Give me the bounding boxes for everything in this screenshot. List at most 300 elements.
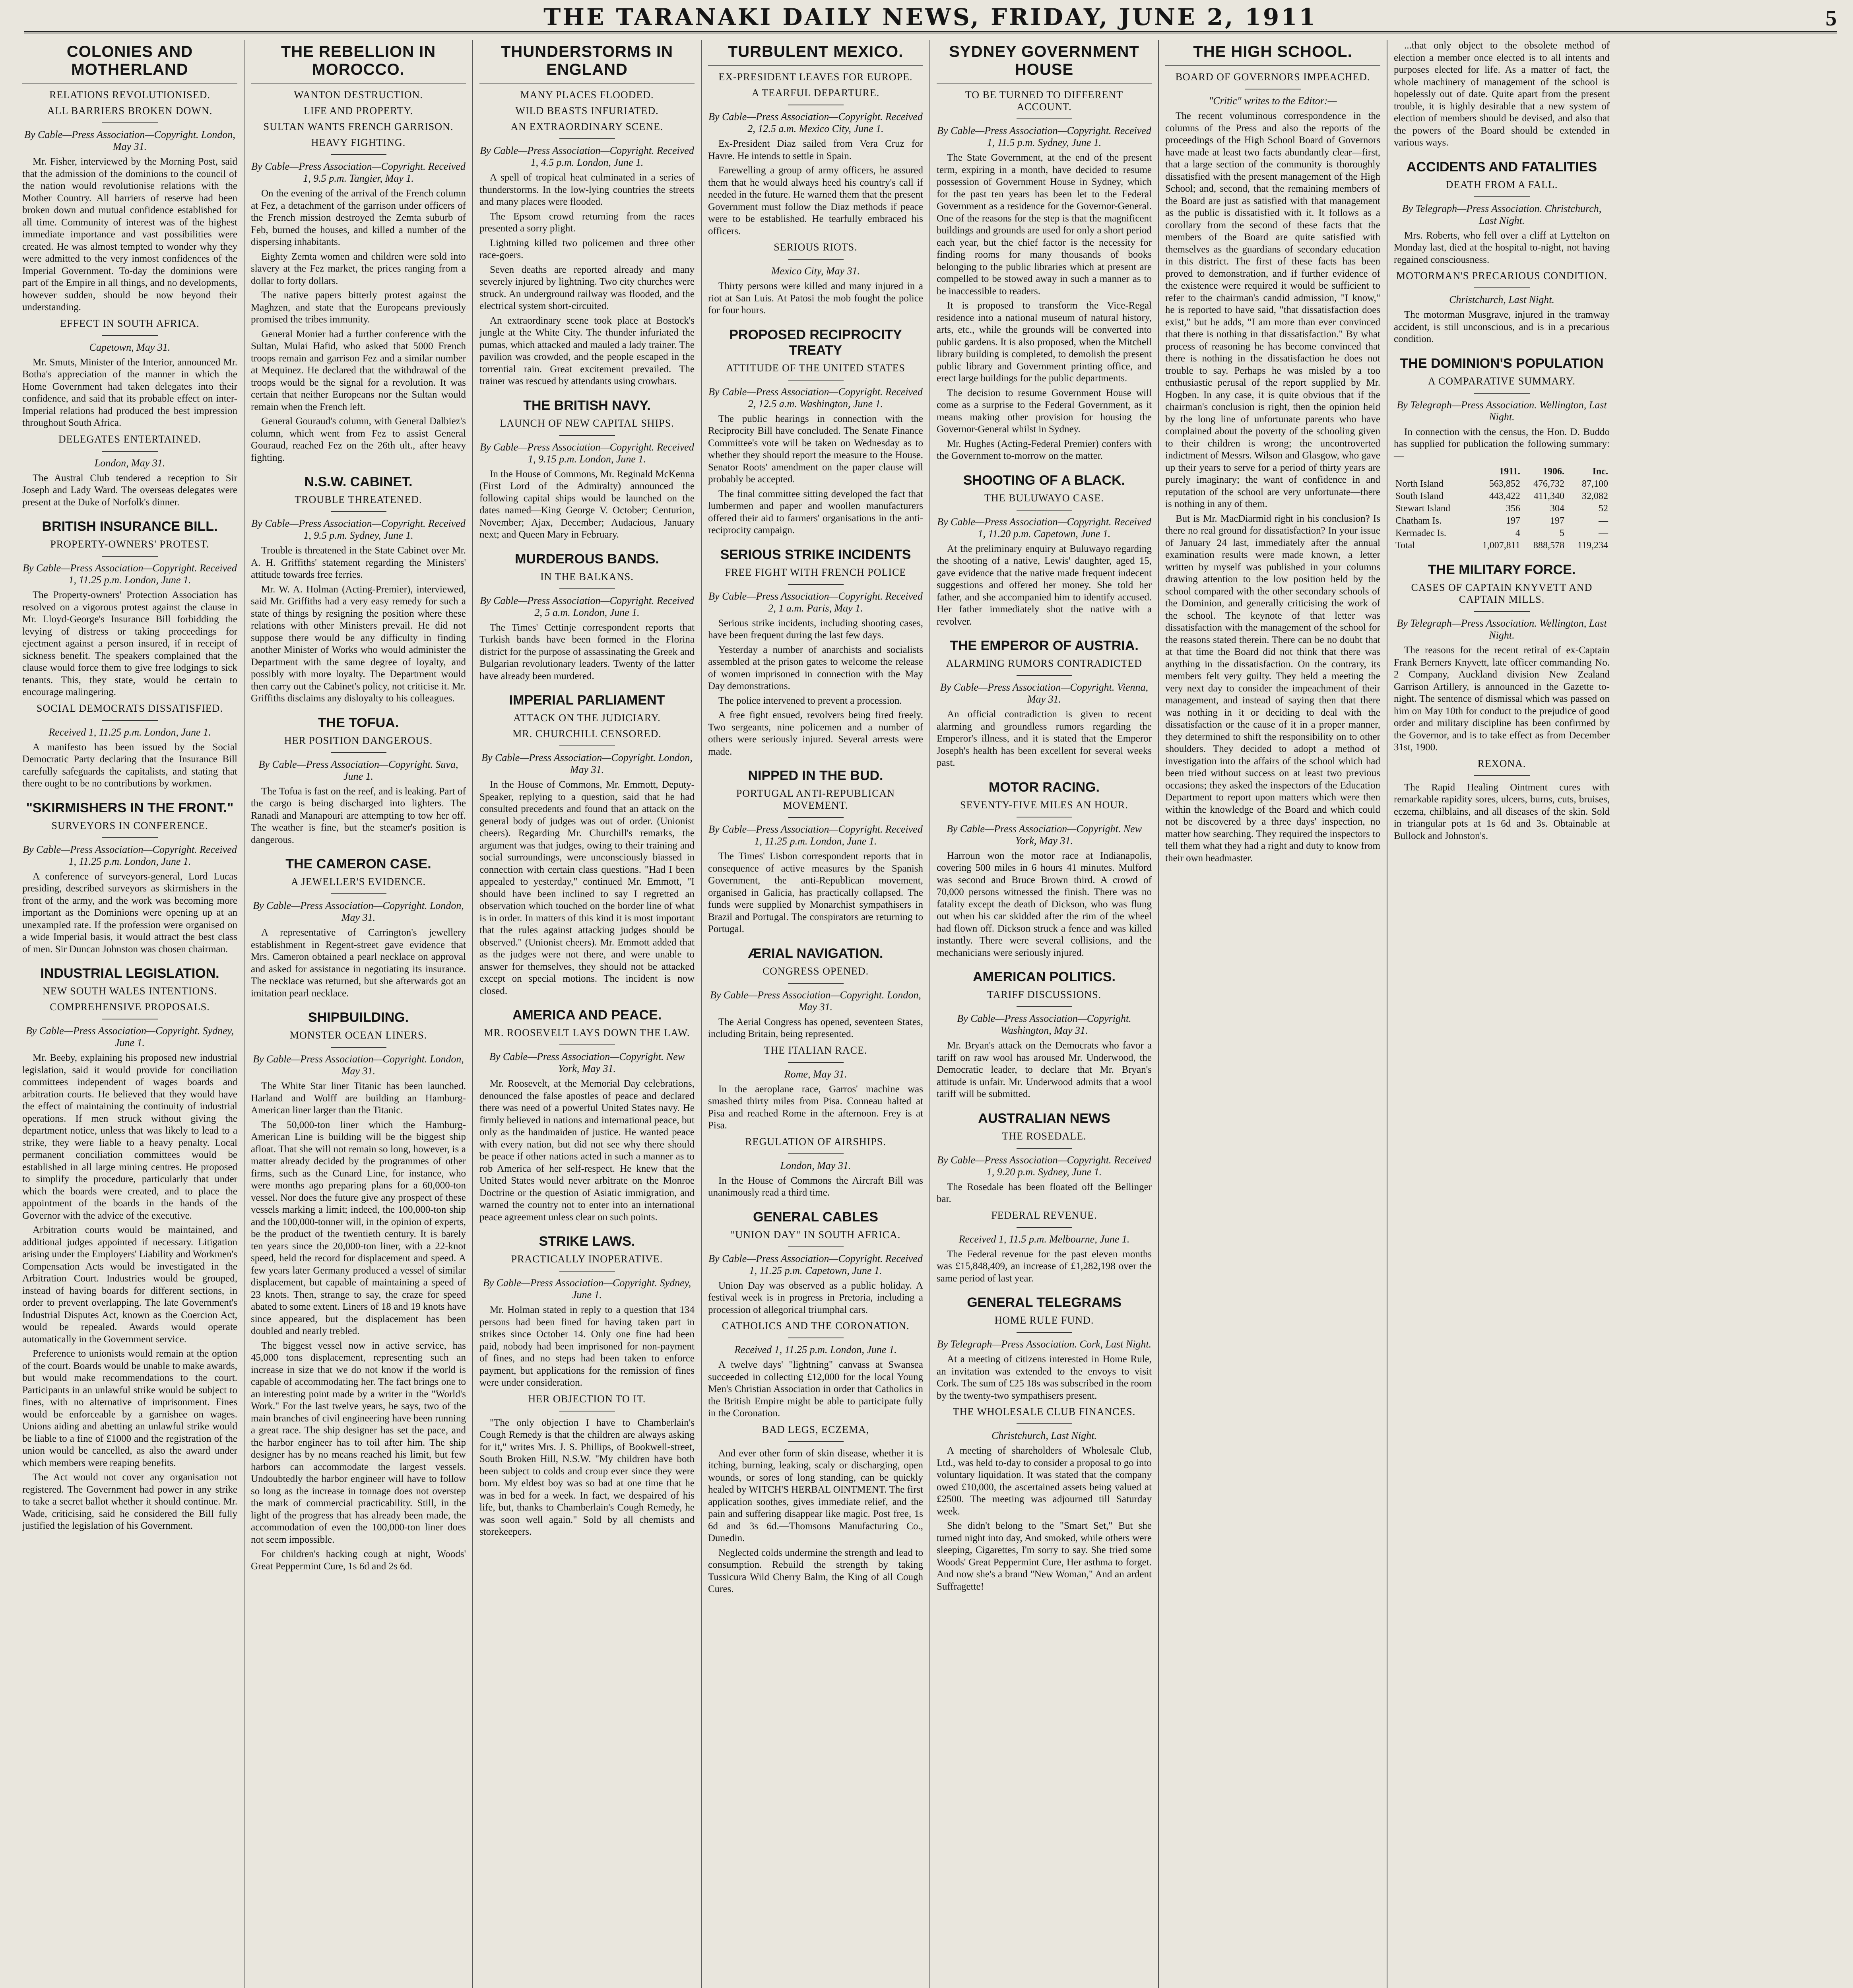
article (708, 1136, 923, 1199)
paragraph: Ex-President Diaz sailed from Vera Cruz for Havre. He intends to settle in Spain. (708, 138, 923, 161)
dateline: By Cable—Press Association—Copyright. London, May 31. (24, 129, 235, 152)
paragraph: The recent voluminous correspondence in the columns of the Press and also the reports of the proceedings of the High School Board of Governors have made at least two facts abundantly clear—first, that a large section of the community is thoroughly dissatisfied with the present management of the High School; and, second, that the remaining members of the Board are just as satisfied with that management as the public is dissatisfied with it. It follows as a corollary from the second of these facts that the members of the Board are quite satisfied with themselves as the guardians of secondary education in this district. The first of these facts has been proved to demonstration, and if further evidence of the existence were required it would be sufficient to refer to the chairman's candid admission, "I know," he is reported to have said, "that dissatisfaction does exist," but he adds, "I am more than ever convinced that there is nothing in that dissatisfaction." By what process of reasoning he has become convinced that there is nothing in the dissatisfaction he does not trouble to say. Perhaps he was misled by a too enthusiastic perusal of the report supplied by Mr. Hogben. In any case, it is quite obvious that if the chairman's conclusion is right, then the opinion held by the long line of unfortunate parents who have complained about the poverty of the schooling given to their children is wrong; the uncontroverted indictment of Messrs. Wilson and Glasgow, who gave up their years to serve for a period of thirty years are purely imaginary; the want of confidence in and reputation of the school are very unfortunate—there is nothing in any of them. (1165, 111, 1380, 509)
dateline: By Telegraph—Press Association. Cork, Last Night. (937, 1338, 1152, 1350)
census-table (1394, 466, 1610, 552)
article (1165, 71, 1380, 864)
divider-rule (1474, 775, 1530, 776)
article (708, 71, 923, 237)
article (708, 241, 923, 317)
paragraph: She didn't belong to the "Smart Set," But she turned night into day, And smoked, while others were sleeping, Cigarettes, I'm sorry to say. She tried some Woods' Great Peppermint Cure, Her asthma to forget. And now she's a brand "New Woman," And an ardent Suffragette! (937, 1520, 1152, 1592)
divider-rule (331, 893, 386, 894)
article (1394, 159, 1610, 266)
article (251, 474, 466, 705)
column-1 (16, 40, 244, 1988)
paragraph: Seven deaths are reported already and many severely injured by lightning. Two city churches were struck. An underground railway was flooded, and the electrical system short-circuited. (479, 264, 695, 311)
paragraph: Eighty Zemta women and children were sold into slavery at the Fez market, the prices ranging from a dollar to forty dollars. (251, 251, 466, 286)
subheading: ALL BARRIERS BROKEN DOWN. (47, 105, 213, 116)
story-headline: NIPPED IN THE BUD. (748, 768, 883, 783)
subheading: HEAVY FIGHTING. (311, 137, 406, 148)
paragraph: In the aeroplane race, Garros' machine was smashed thirty miles from Pisa. Conneau halted at Pisa and reached Rome in the afternoon. Frey is at Pisa. (708, 1083, 923, 1131)
article (1394, 356, 1610, 463)
divider-rule (559, 1271, 615, 1272)
divider-rule (1017, 1148, 1072, 1149)
census-header-cell: 1911. (1499, 466, 1520, 477)
subheading: MR. CHURCHILL CENSORED. (512, 728, 662, 740)
subheading: MR. ROOSEVELT LAYS DOWN THE LAW. (484, 1027, 690, 1039)
subheading: THE ROSEDALE. (1002, 1130, 1087, 1142)
dateline: Mexico City, May 31. (771, 265, 860, 277)
article (22, 703, 237, 790)
story-headline: AMERICAN POLITICS. (973, 969, 1116, 984)
paragraph: General Gouraud's column, with General Dalbiez's column, which went from Fez to assist General Gouraud, reached Fez on the 26th ult., after heavy fighting. (251, 416, 466, 463)
census-cell: 356 (1506, 503, 1520, 514)
article (1394, 40, 1610, 149)
story-headline: PROPOSED RECIPROCITY TREATY (729, 327, 902, 358)
divider-rule (331, 752, 386, 753)
census-cell: 1,007,811 (1482, 540, 1520, 551)
census-cell: 197 (1506, 516, 1520, 526)
subheading: A COMPARATIVE SUMMARY. (1428, 375, 1576, 387)
column-headline: THE REBELLION IN MOROCCO. (251, 40, 466, 83)
dateline: By Cable—Press Association—Copyright. Received 2, 5 a.m. London, June 1. (480, 594, 694, 618)
divider-rule (331, 511, 386, 512)
paragraph: Mr. Roosevelt, at the Memorial Day celebrations, denounced the false apostles of peace and declared there was need of a powerful United States navy. He firmly believed in nations and international peace, but only as the handmaiden of justice. He wanted peace with every nation, but did not see why there should be peace if other nations acted in such a manner as to rob America of her self-respect. He knew that the United States would never arbitrate on the Monroe Doctrine or the question of Asiatic immigration, and warned the country not to enter into an international peace agreement unless clear on such points. (479, 1078, 695, 1223)
dateline: "Critic" writes to the Editor:— (1209, 95, 1337, 107)
article (22, 433, 237, 509)
story-headline: MOTOR RACING. (989, 779, 1100, 795)
census-cell: 197 (1550, 516, 1564, 526)
paragraph: For children's hacking cough at night, Woods' Great Peppermint Cure, 1s 6d and 2s 6d. (251, 1549, 466, 1572)
divider-rule (788, 1153, 844, 1154)
subheading: THE WHOLESALE CLUB FINANCES. (953, 1406, 1136, 1417)
column-4 (702, 40, 930, 1988)
paragraph: Preference to unionists would remain at the option of the court. Boards would be unable to make awards, but would make recommendations to the court. Participants in an unlawful strike would be subject to fines, with no alternative of imprisonment. Fines would be enforceable by a garnishee on wages. Unions aiding and abetting an unlawful strike would be liable to a fine of £1000 and the registration of the union would be cancelled, as also the award under which members were reaping benefits. (22, 1348, 237, 1468)
paragraph: Mr. Beeby, explaining his proposed new industrial legislation, said it would provide for conciliation committees independent of wages boards and arbitration courts. He believed that they would have the effect of maintaining the continuity of industrial operations. If men struck without giving the department notice, unless that was likely to lead to a strike, they were liable to a heavy penalty. Local permanent conciliation committees would be established in all large mining centres. He proposed to simplify the procedure, particularly that under which the boards were created, and to place the appointment of the boards in the hands of the Governor with the advice of the executive. (22, 1052, 237, 1221)
census-cell: 87,100 (1582, 479, 1608, 489)
paragraph: The public hearings in connection with the Reciprocity Bill have concluded. The Senate Finance Committee's vote will be taken on Wednesday as to whether they should report the measure to the House. Senator Roots' amendment on the paper clause will probably be accepted. (708, 413, 923, 485)
divider-rule (559, 1044, 615, 1045)
paragraph: It is proposed to transform the Vice-Regal residence into a national museum of natural history, arts, etc., while the grounds will be converted into public gardens. It is also proposed, when the Mitchell library building is completed, to demolish the present public library and Government printing office, and erect large buildings for the public departments. (937, 300, 1152, 384)
subheading: THE ITALIAN RACE. (764, 1044, 867, 1056)
article (708, 1209, 923, 1316)
census-cell: 443,422 (1489, 491, 1520, 501)
story-headline: MURDEROUS BANDS. (515, 551, 659, 567)
paragraph: The Federal revenue for the past eleven months was £15,848,409, an increase of £1,282,198 over the same period of last year. (937, 1248, 1152, 1284)
column-7 (1387, 40, 1616, 1988)
column-2 (244, 40, 473, 1988)
story-headline: GENERAL CABLES (753, 1209, 878, 1225)
article (708, 946, 923, 1041)
paragraph: And ever other form of skin disease, whether it is itching, burning, leaking, scaly or discharging, open wounds, or sores of long standing, can be quickly healed by WITCH'S HERBAL OINTMENT. The first application soothes, gives immediate relief, and the pain and suffering disappear like magic. Post free, 1s 6d and 3s 6d.—Thomsons Manufacturing Co., Dunedin. (708, 1448, 923, 1543)
story-headline: SERIOUS STRIKE INCIDENTS (720, 547, 911, 562)
divider-rule (1017, 1227, 1072, 1228)
paragraph: The Rosedale has been floated off the Bellinger bar. (937, 1181, 1152, 1204)
dateline: By Cable—Press Association—Copyright. Received 2, 12.5 a.m. Washington, June 1. (708, 386, 923, 410)
story-headline: SHOOTING OF A BLACK. (963, 472, 1125, 488)
dateline: By Cable—Press Association—Copyright. Received 1, 9.15 p.m. London, June 1. (480, 441, 694, 465)
subheading: AN EXTRAORDINARY SCENE. (510, 121, 664, 132)
divider-rule (1017, 1423, 1072, 1424)
divider-rule (788, 380, 844, 381)
divider-rule (102, 837, 158, 838)
dateline: London, May 31. (94, 457, 165, 469)
article (479, 1008, 695, 1223)
article (937, 1295, 1152, 1402)
paragraph: The Rapid Healing Ointment cures with remarkable rapidity sores, ulcers, burns, cuts, bruises, eczema, chilblains, and all diseases of the skin. Sold in triangular pots at 1s 6d and 3s. Obtainable at Bullock and Johnston's. (1394, 782, 1610, 841)
subheading: ATTITUDE OF THE UNITED STATES (726, 362, 906, 374)
census-cell: — (1599, 528, 1608, 538)
dateline: By Cable—Press Association—Copyright. Received 1, 11.5 p.m. Sydney, June 1. (937, 125, 1151, 148)
paragraph: "The only objection I have to Chamberlain's Cough Remedy is that the children are always asking for it," writes Mrs. J. S. Phillips, of Bookwell-street, South Broken Hill, N.S.W. "My children have both been subject to colds and croup ever since they were born. My eldest boy was so bad at one time that he was in bed for a week. In fact, we despaired of his life, but, thanks to Chamberlain's Cough Remedy, he was soon well again." Sold by all chemists and storekeepers. (479, 1417, 695, 1537)
divider-rule (1474, 611, 1530, 612)
paragraph: But is Mr. MacDiarmid right in his conclusion? Is there no real ground for dissatisfaction? In your issue of January 24 last, immediately after the annual examination results were made known, a letter written by myself was published in your columns drawing attention to the low position held by the school compared with the other secondary schools of the Dominion, and generally criticising the work of the school. The keynote of that letter was dissatisfaction with the management of the school for the reasons stated therein. There can be no doubt that at that time the Board did not think that there was anything in the dissatisfaction. On the contrary, its members felt very guilty. They held a meeting the very next day to consider the impeachment of their management, and instead of saying then that there was nothing in it or deciding to deal with the dissatisfaction or the cause of it in a proper manner, they determined to shift the responsibility on to other shoulders. They decided to adopt a method of investigation into the affairs of the school which had been tried without success on at least two previous occasions; they asked the inspectors of the Education Department to report upon matters which were then within the knowledge of the Board and which could not be discovered by a three days' inspection, no matter how searching. They required the inspectors to tell them what they had a right and duty to know from their own headmaster. (1165, 513, 1380, 864)
subheading: HER POSITION DANGEROUS. (284, 734, 433, 746)
subheading: SOCIAL DEMOCRATS DISSATISFIED. (37, 702, 223, 714)
paragraph: The reasons for the recent retiral of ex-Captain Frank Berners Knyvett, late officer commanding No. 2 Company, Auckland division New Zealand Garrison Artillery, is announced in the Gazette to-night. The sentence of dismissal which was passed on him on May 10th for conduct to the prejudice of good order and military discipline has been confirmed by the Governor, and is to take effect as from December 31st, 1900. (1394, 645, 1610, 753)
census-row (1394, 478, 1610, 490)
subheading: A TEARFUL DEPARTURE. (751, 87, 880, 99)
article (708, 547, 923, 758)
paragraph: An extraordinary scene took place at Bostock's jungle at the White City. The thunder infuriated the pumas, which attacked and mauled a lady trainer. The pavilion was crowded, and the people escaped in the torrential rain. Great excitement prevailed. The trainer was rescued by attendants using crowbars. (479, 315, 695, 386)
census-cell: South Island (1395, 491, 1444, 501)
dateline: By Telegraph—Press Association. Wellington, Last Night. (1397, 617, 1607, 641)
story-headline: SHIPBUILDING. (308, 1010, 409, 1025)
census-cell: 4 (1515, 528, 1520, 538)
story-headline: THE TOFUA. (318, 715, 399, 730)
subheading: CATHOLICS AND THE CORONATION. (722, 1320, 910, 1332)
article (937, 1209, 1152, 1285)
divider-rule (1017, 1332, 1072, 1333)
paragraph: The native papers bitterly protest against the Maghzen, and state that the Europeans previously promised the tribes immunity. (251, 290, 466, 325)
paragraph: Mrs. Roberts, who fell over a cliff at Lyttelton on Monday last, died at the hospital to-night, not having regained consciousness. (1394, 230, 1610, 265)
divider-rule (102, 335, 158, 336)
paragraph: The 50,000-ton liner which the Hamburg-American Line is building will be the biggest ship afloat. That she will not remain so long, however, is a matter already decided by the programmes of other firms, such as the Cunard Line, for instance, who were months ago preparing plans for a 60,000-ton vessel. Nor does the future give any prospect of these vessels marking a limit; indeed, the 100,000-ton ship and the 100,000-tonner will, in the opinion of experts, be the product of the twentieth century. It is barely ten years since the 20,000-ton liner, with a 22-knot speed, held the record for displacement and speed. A few years later Germany produced a vessel of similar displacement, but capable of maintaining a speed of 23 knots. Then, strange to say, the craze for speed abated to some extent. Liners of 18 and 19 knots have since appeared, but the displacement has been doubled and nearly trebled. (251, 1119, 466, 1336)
dateline: By Cable—Press Association—Copyright. Received 1, 11.25 p.m. London, June 1. (708, 823, 923, 847)
paragraph: The motorman Musgrave, injured in the tramway accident, is still unconscious, and is in a precarious condition. (1394, 309, 1610, 344)
paragraph: A spell of tropical heat culminated in a series of thunderstorms. In the low-lying countries the streets and many places were flooded. (479, 172, 695, 207)
masthead (24, 3, 1837, 33)
paragraph: Arbitration courts would be maintained, and additional judges appointed if necessary. Litigation arising under the Employers' Liability and Workmen's Compensation Acts would be investigated in the Arbitration Court. Industries would be grouped, instead of having boards for different sections, in order to prevent overlapping. The late Government's Industrial Disputes Act, known as the Coercion Act, would be repealed. Awards would operate automatically in the Government service. (22, 1225, 237, 1345)
paragraph: Mr. W. A. Holman (Acting-Premier), interviewed, said Mr. Griffiths had a very easy remedy for such a state of things by resigning the position where these relations with other Ministers prevail. He did not suppose there would be any difficulty in finding another Minister of Works who would administer the Department with the same degree of loyalty, and possibly with more loyalty. The Department would then carry out the Cabinet's policy, not criticise it. Mr. Griffiths disclaims any disloyalty to his colleagues. (251, 584, 466, 704)
subheading: SERIOUS RIOTS. (774, 241, 858, 253)
paragraph: Yesterday a number of anarchists and socialists assembled at the prison gates to welcome the release of women imprisoned in connection with the May Day demonstrations. (708, 644, 923, 691)
paragraph: The police intervened to prevent a procession. (718, 695, 902, 706)
paragraph: ...that only object to the obsolete method of election a member once elected is to all intents and purposes elected for life. As a matter of fact, the whole machinery of management of the school is hopelessly out of date. Quite apart from the present trouble, it is highly desirable that a new system of election of members should be devised, and also that the powers of the Board should be extended in various ways. (1394, 40, 1610, 148)
paragraph: Mr. Fisher, interviewed by the Morning Post, said that the admission of the dominions to the council of the nation would revolutionise relations with the Mother Country. All barriers of reserve had been broken down and mutual confidence established for all time. Community of interest was of the highest immediate importance and vast possibilities were created. He was almost tempted to wonder why they were admitted to the very inmost confidences of the Imperial Government. To-day the dominions were part of the Empire in all things, and no developments, however sudden, should be now beyond their understanding. (22, 156, 237, 313)
subheading: REXONA. (1477, 757, 1526, 769)
subheading: TROUBLE THREATENED. (295, 494, 422, 505)
subheading: PORTUGAL ANTI-REPUBLICAN MOVEMENT. (736, 788, 895, 811)
column-3 (473, 40, 702, 1988)
divider-rule (102, 122, 158, 123)
column-headline: SYDNEY GOVERNMENT HOUSE (937, 40, 1152, 83)
article (22, 966, 237, 1532)
article (937, 89, 1152, 462)
page-number: 5 (1826, 6, 1837, 31)
paragraph: Thirty persons were killed and many injured in a riot at San Luis. At Patosi the mob fought the police for four hours. (708, 281, 923, 316)
subheading: THE BULUWAYO CASE. (984, 492, 1104, 504)
paragraph: Lightning killed two policemen and three other race-goers. (479, 237, 695, 260)
census-cell: 563,852 (1489, 479, 1520, 489)
dateline: By Cable—Press Association—Copyright. New York, May 31. (946, 823, 1142, 846)
dateline: By Cable—Press Association—Copyright. Received 2, 12.5 a.m. Mexico City, June 1. (708, 111, 923, 134)
story-headline: N.S.W. CABINET. (304, 474, 413, 489)
subheading: LIFE AND PROPERTY. (303, 105, 413, 116)
dateline: By Telegraph—Press Association. Christchurch, Last Night. (1402, 202, 1602, 226)
divider-rule (788, 259, 844, 260)
article (937, 969, 1152, 1101)
census-row (1394, 515, 1610, 527)
paragraph: In the House of Commons, Mr. Reginald McKenna (First Lord of the Admiralty) announced the following capital ships would be launched on the dates named—King George V. October; Centurion, November; Ajax, December; Audacious, January next; and Queen Mary in February. (479, 468, 695, 540)
article (22, 318, 237, 429)
dateline: By Cable—Press Association—Copyright. New York, May 31. (489, 1051, 685, 1074)
subheading: FREE FIGHT WITH FRENCH POLICE (725, 566, 906, 578)
subheading: MOTORMAN'S PRECARIOUS CONDITION. (1396, 270, 1607, 282)
census-cell: 304 (1550, 503, 1564, 514)
divider-rule (788, 584, 844, 585)
subheading: DELEGATES ENTERTAINED. (58, 433, 202, 445)
paragraph: Trouble is threatened in the State Cabinet over Mr. A. H. Griffiths' statement regarding the Ministers' attitude towards free ferries. (251, 545, 466, 580)
dateline: Rome, May 31. (784, 1068, 847, 1080)
divider-rule (102, 451, 158, 452)
census-cell: 32,082 (1582, 491, 1608, 501)
divider-rule (788, 1441, 844, 1442)
article (22, 519, 237, 699)
subheading: PROPERTY-OWNERS' PROTEST. (50, 538, 210, 550)
article (708, 768, 923, 936)
dateline: By Cable—Press Association—Copyright. Vienna, May 31. (940, 681, 1149, 705)
census-cell: Chatham Is. (1395, 516, 1442, 526)
column-headline: THUNDERSTORMS IN ENGLAND (479, 40, 695, 83)
story-headline: ACCIDENTS AND FATALITIES (1406, 159, 1597, 175)
subheading: A JEWELLER'S EVIDENCE. (291, 876, 426, 887)
article (937, 1111, 1152, 1206)
dateline: By Cable—Press Association—Copyright. Washington, May 31. (957, 1013, 1131, 1036)
census-cell: 476,732 (1533, 479, 1564, 489)
dateline: Capetown, May 31. (89, 341, 171, 353)
census-cell: 411,340 (1533, 491, 1564, 501)
paragraph: The Times' Cettinje correspondent reports that Turkish bands have been formed in the Florina district for the purpose of assassinating the Greek and Bulgarian revolutionary leaders. Twenty of the latter have already been murdered. (479, 622, 695, 681)
dateline: By Cable—Press Association—Copyright. Received 1, 11.25 p.m. London, June 1. (23, 843, 237, 867)
dateline: By Cable—Press Association—Copyright. Suva, June 1. (258, 758, 458, 782)
paragraph: On the evening of the arrival of the French column at Fez, a detachment of the garrison under officers of the French mission destroyed the Zemta suburb of Feb, burned the houses, and killed a number of the dispersing inhabitants. (251, 188, 466, 247)
article (479, 551, 695, 683)
story-headline: AMERICA AND PEACE. (512, 1008, 662, 1023)
article (937, 780, 1152, 959)
subheading: TARIFF DISCUSSIONS. (987, 989, 1102, 1000)
article (479, 1234, 695, 1389)
article (251, 715, 466, 846)
dateline: By Cable—Press Association—Copyright. London, May 31. (253, 1053, 464, 1077)
dateline: Christchurch, Last Night. (992, 1430, 1097, 1441)
paragraph: The Austral Club tendered a reception to Sir Joseph and Lady Ward. The overseas delegates were present at the Duke of Norfolk's dinner. (22, 472, 237, 508)
subheading: EFFECT IN SOUTH AFRICA. (60, 317, 200, 329)
article (1394, 758, 1610, 843)
story-headline: GENERAL TELEGRAMS (967, 1295, 1122, 1310)
story-headline: THE DOMINION'S POPULATION (1400, 355, 1604, 371)
divider-rule (1474, 287, 1530, 288)
article (479, 693, 695, 997)
story-headline: THE CAMERON CASE. (285, 856, 431, 872)
subheading: SEVENTY-FIVE MILES AN HOUR. (960, 799, 1128, 811)
census-header-row (1394, 466, 1610, 478)
dateline: By Cable—Press Association—Copyright. Received 1, 9.20 p.m. Sydney, June 1. (937, 1154, 1151, 1178)
subheading: DEATH FROM A FALL. (1446, 179, 1558, 190)
article (937, 473, 1152, 628)
dateline: Christchurch, Last Night. (1449, 294, 1554, 305)
dateline: Received 1, 11.25 p.m. London, June 1. (49, 726, 211, 738)
census-cell: North Island (1395, 479, 1444, 489)
article (251, 856, 466, 1000)
story-headline: THE EMPEROR OF AUSTRIA. (950, 638, 1139, 653)
article (251, 89, 466, 464)
divider-rule (559, 138, 615, 139)
dateline: By Cable—Press Association—Copyright. Sydney, June 1. (483, 1277, 691, 1301)
article (22, 800, 237, 956)
subheading: LAUNCH OF NEW CAPITAL SHIPS. (500, 417, 674, 429)
story-headline: BRITISH INSURANCE BILL. (42, 519, 218, 534)
paragraph: A manifesto has been issued by the Social Democratic Party declaring that the Insurance Bill carefully safeguards the capitalists, and stating that there ought to be no contributions by workmen. (22, 742, 237, 789)
article (251, 1010, 466, 1546)
census-header-cell: Inc. (1592, 466, 1608, 477)
subheading: SULTAN WANTS FRENCH GARRISON. (263, 121, 454, 132)
subheading: FEDERAL REVENUE. (991, 1209, 1097, 1221)
paragraph: Mr. Hughes (Acting-Federal Premier) confers with the Government to-morrow on the matter. (937, 438, 1152, 461)
story-headline: THE BRITISH NAVY. (523, 398, 651, 413)
article (708, 1424, 923, 1596)
story-headline: THE MILITARY FORCE. (1428, 562, 1576, 577)
subheading: CONGRESS OPENED. (762, 965, 869, 977)
paragraph: Harroun won the motor race at Indianapolis, covering 500 miles in 6 hours 41 minutes. Mulford was second and Bruce Brown third. A crowd of 70,000 persons witnessed the finish. There was no fatality except the death of Dickson, who was flung out when his car skidded after the rim of the wheel had flown off. Dickson struck a fence and was killed instantly. There were several collisions, and the mechanicians were seriously injured. (937, 850, 1152, 958)
paragraph: The Property-owners' Protection Association has resolved on a vigorous protest against the clause in Mr. Lloyd-George's Insurance Bill forbidding the levying of distress or taking proceedings for ejectment against a person insured, if in receipt of sickness benefit. The speakers complained that the clause would force them to give free lodgings to sick tenants. This, they state, would be certain to encourage malingering. (22, 590, 237, 697)
divider-rule (788, 1246, 844, 1247)
dateline: By Cable—Press Association—Copyright. London, May 31. (253, 900, 464, 923)
paragraph: The State Government, at the end of the present term, expiring in a month, have decided to resume possession of Government House in Sydney, which for the past ten years has been let to the Federal Government as a residence for the Governor-General. One of the reasons for the step is that the magnificent buildings and grounds are used for only a short period each year, but the chief factor is the necessity for finding rooms for many thousands of books belonging to the public libraries which at present are compelled to be stowed away in such a manner as to be inaccessible to readers. (937, 152, 1152, 297)
article (708, 1044, 923, 1132)
paragraph: Neglected colds undermine the strength and lead to consumption. Rebuild the strength by taking Tussicura Wild Cherry Balm, the King of all Cough Cures. (708, 1547, 923, 1594)
dateline: By Cable—Press Association—Copyright. Received 1, 9.5 p.m. Sydney, June 1. (251, 518, 466, 541)
census-cell: 119,234 (1577, 540, 1608, 551)
paragraph: The Tofua is fast on the reef, and is leaking. Part of the cargo is being discharged into lighters. The Ranadi and Manapouri are attempting to tow her off. The weather is fine, but the steamer's position is dangerous. (251, 786, 466, 845)
census-row (1394, 540, 1610, 552)
columns-container (16, 40, 1845, 1988)
paragraph: The Aerial Congress has opened, seventeen States, including Britain, being represented. (708, 1016, 923, 1039)
article (1394, 562, 1610, 754)
subheading: RELATIONS REVOLUTIONISED. (49, 89, 210, 101)
paragraph: A conference of surveyors-general, Lord Lucas presiding, described surveyors as skirmishers in the front of the army, and the work was becoming more important as the Dominions were opening up at an unexampled rate. If the profession were organised on a wide Imperial basis, it would attract the best class of men. Sir Duncan Johnston was chosen chairman. (22, 871, 237, 955)
column-headline: THE HIGH SCHOOL. (1165, 40, 1380, 66)
subheading: BOARD OF GOVERNORS IMPEACHED. (1175, 71, 1370, 83)
census-cell: Kermadec Is. (1395, 528, 1446, 538)
column-6 (1159, 40, 1387, 1988)
divider-rule (1474, 393, 1530, 394)
paragraph: The White Star liner Titanic has been launched. Harland and Wolff are building an Hamburg-American liner larger than the Titanic. (251, 1081, 466, 1116)
divider-rule (102, 556, 158, 557)
column-headline: COLONIES AND MOTHERLAND (22, 40, 237, 83)
article (708, 1320, 923, 1420)
subheading: HOME RULE FUND. (994, 1314, 1094, 1326)
paragraph: A twelve days' "lightning" canvass at Swansea succeeded in collecting £12,000 for the local Young Men's Christian Association in order that Catholics in the British Empire might be able to participate fully in the Coronation. (708, 1359, 923, 1419)
paragraph: The Times' Lisbon correspondent reports that in consequence of active measures by the Spanish Government, the anti-Republican movement, organised in Galicia, has practically collapsed. The funds were supplied by Monarchist sympathisers in Brazil and Portugal. The conspirators are returning to Portugal. (708, 851, 923, 934)
story-headline: AUSTRALIAN NEWS (978, 1110, 1110, 1126)
article (251, 1548, 466, 1573)
census-header-cell (1394, 466, 1469, 478)
divider-rule (788, 1062, 844, 1063)
article (937, 1406, 1152, 1593)
subheading: ATTACK ON THE JUDICIARY. (513, 712, 661, 724)
paragraph: The final committee sitting developed the fact that lumbermen and paper and woollen manufacturers offered their aid to farmers' organisations in the anti-reciprocity campaign. (708, 488, 923, 536)
divider-rule (1474, 196, 1530, 197)
article (708, 327, 923, 537)
subheading: WILD BEASTS INFURIATED. (515, 105, 659, 116)
subheading: ALARMING RUMORS CONTRADICTED (946, 658, 1143, 669)
subheading: "UNION DAY" IN SOUTH AFRICA. (730, 1229, 901, 1241)
paragraph: Mr. Bryan's attack on the Democrats who favor a tariff on raw wool has aroused Mr. Underwood, the Democratic leader, to declare that Mr. Bryan's attitude is unfair. Mr. Underwood admits that a wool tariff will be submitted. (937, 1040, 1152, 1099)
story-headline: IMPERIAL PARLIAMENT (509, 693, 665, 708)
paragraph: The biggest vessel now in active service, has 45,000 tons displacement, representing such an increase in size that we do not know if the world is capable of accommodating her. The fact brings one to an interesting point made by a writer in the "World's Work." For the last twelve years, he says, two of the main branches of civil engineering have been running a great race. The ship designer has set the pace, and the harbor engineer has to toil after him. The ship designer has by no means reached his limit, but few harbors can accommodate the largest vessels. Undoubtedly the harbor engineer will have to follow so long as the increase in tonnage does not overstep the mark of commercial practicability. Still, in the light of the progress that has already been made, the accommodation of even the 100,000-ton liner does not seem impossible. (251, 1340, 466, 1545)
paragraph: A representative of Carrington's jewellery establishment in Regent-street gave evidence that Mrs. Cameron obtained a pearl necklace on approval and asked for assistance in negotiating its insurance. The necklace was returned, but she afterwards got an imitation pearl necklace. (251, 927, 466, 999)
subheading: COMPREHENSIVE PROPOSALS. (50, 1001, 210, 1013)
subheading: WANTON DESTRUCTION. (294, 89, 423, 101)
divider-rule (1017, 1006, 1072, 1007)
census-cell: 5 (1559, 528, 1564, 538)
dateline: By Telegraph—Press Association. Wellington, Last Night. (1397, 399, 1607, 423)
article (479, 89, 695, 388)
divider-rule (788, 817, 844, 818)
census-cell: — (1599, 516, 1608, 526)
divider-rule (788, 983, 844, 984)
divider-rule (331, 154, 386, 155)
subheading: NEW SOUTH WALES INTENTIONS. (42, 985, 217, 997)
subheading: MANY PLACES FLOODED. (520, 89, 654, 101)
article (1394, 270, 1610, 346)
divider-rule (1017, 510, 1072, 511)
story-headline: ÆRIAL NAVIGATION. (748, 945, 883, 961)
divider-rule (1017, 118, 1072, 119)
divider-rule (1017, 675, 1072, 676)
dateline: By Cable—Press Association—Copyright. London, May 31. (481, 752, 693, 775)
article (479, 1393, 695, 1538)
dateline: By Cable—Press Association—Copyright. Received 1, 11.20 p.m. Capetown, June 1. (937, 516, 1151, 540)
paragraph: In the House of Commons the Aircraft Bill was unanimously read a third time. (708, 1175, 923, 1198)
subheading: SURVEYORS IN CONFERENCE. (51, 819, 208, 831)
column-headline: TURBULENT MEXICO. (708, 40, 923, 66)
divider-rule (331, 1047, 386, 1048)
dateline: Received 1, 11.5 p.m. Melbourne, June 1. (959, 1233, 1130, 1245)
paragraph: The Act would not cover any organisation not registered. The Government had power in any strike to take a secret ballot whether it should continue. Mr. Wade, criticising, said he considered the Bill fully justified the legislation of his Government. (22, 1472, 237, 1531)
masthead-title: THE TARANAKI DAILY NEWS, FRIDAY, JUNE 2, 1911 (543, 4, 1317, 31)
paragraph: Serious strike incidents, including shooting cases, have been frequent during the last few days. (708, 617, 923, 641)
census-cell: Stewart Island (1395, 503, 1450, 514)
dateline: By Cable—Press Association—Copyright. Received 1, 11.25 p.m. London, June 1. (23, 562, 237, 586)
subheading: IN THE BALKANS. (540, 571, 634, 582)
subheading: CASES OF CAPTAIN KNYVETT AND CAPTAIN MILLS. (1411, 582, 1593, 605)
census-header-cell: 1906. (1543, 466, 1564, 477)
article (937, 638, 1152, 769)
census-cell: 52 (1599, 503, 1608, 514)
dateline: By Cable—Press Association—Copyright. Received 1, 11.25 p.m. Capetown, June 1. (708, 1252, 923, 1276)
subheading: TO BE TURNED TO DIFFERENT ACCOUNT. (965, 89, 1123, 113)
dateline: By Cable—Press Association—Copyright. London, May 31. (710, 989, 921, 1013)
subheading: PRACTICALLY INOPERATIVE. (511, 1253, 663, 1265)
paragraph: At the preliminary enquiry at Buluwayo regarding the shooting of a native, Lewis' daughter, aged 15, gave evidence that the native made frequent indecent suggestions and offered her money. She told her father, and she accompanied him to identify accused. Her father immediately shot the native with a revolver. (937, 543, 1152, 627)
paragraph: A free fight ensued, revolvers being fired freely. Two sergeants, nine policemen and a number of others were seriously injured. Several arrests were made. (708, 710, 923, 757)
divider-rule (102, 720, 158, 721)
census-cell: Total (1395, 540, 1415, 551)
story-headline: STRIKE LAWS. (539, 1234, 635, 1249)
article (22, 89, 237, 314)
paragraph: A meeting of shareholders of Wholesale Club, Ltd., was held to-day to consider a proposal to go into voluntary liquidation. It was stated that the company owed £10,000, the ascertained assets being valued at £2500. The meeting was adjourned till Saturday week. (937, 1445, 1152, 1517)
